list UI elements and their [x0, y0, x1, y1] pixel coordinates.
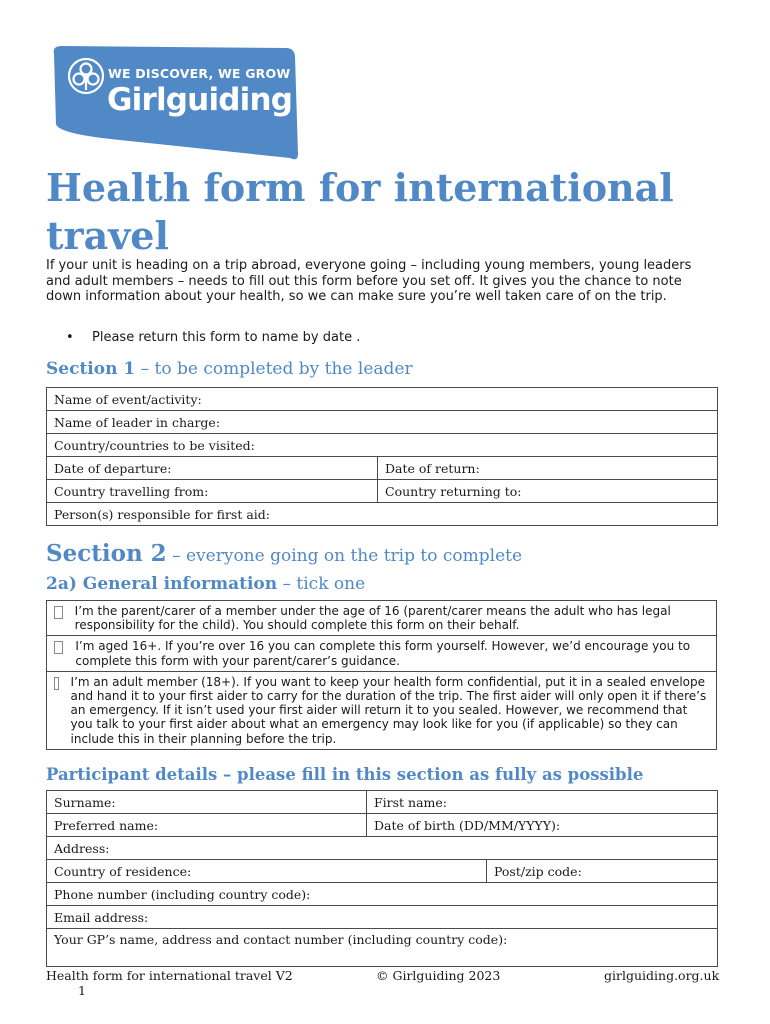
- country-from-field[interactable]: Country travelling from:: [47, 480, 378, 503]
- table-row: [47, 411, 718, 434]
- table-row: [47, 814, 718, 837]
- general-info-table: [46, 600, 717, 750]
- table-row: [47, 671, 717, 749]
- general-info-heading: [46, 574, 365, 594]
- table-row: [47, 860, 718, 883]
- postcode-field[interactable]: Post/zip code:: [487, 860, 718, 883]
- option-16-plus: [47, 636, 717, 671]
- page-number: 1: [78, 983, 86, 998]
- participant-table: [46, 790, 718, 967]
- trefoil-icon: [69, 59, 103, 93]
- return-instruction-text: Please return this form to name by date .: [92, 330, 361, 345]
- table-row: [47, 837, 718, 860]
- table-row: [47, 434, 718, 457]
- table-row: [47, 480, 718, 503]
- table-row: [47, 388, 718, 411]
- page-title: Health form for international travel: [46, 165, 674, 258]
- return-date-field[interactable]: Date of return:: [378, 457, 718, 480]
- table-row: [47, 503, 718, 526]
- logo-wordmark: Girlguiding: [107, 82, 293, 118]
- section1-title: Section 1: [46, 359, 136, 379]
- checkbox[interactable]: [54, 641, 63, 654]
- preferred-name-field[interactable]: Preferred name:: [47, 814, 367, 837]
- participant-heading: Participant details – please fill in this section as fully as possible: [46, 765, 644, 784]
- section1-subtitle: – to be completed by the leader: [135, 359, 413, 379]
- general-info-title: 2a) General information: [46, 574, 278, 594]
- leader-field[interactable]: Name of leader in charge:: [47, 411, 718, 434]
- girlguiding-logo: [50, 44, 300, 162]
- checkbox[interactable]: [54, 677, 59, 690]
- option-parent: [47, 601, 717, 636]
- option-adult: [47, 671, 717, 749]
- table-row: [47, 601, 717, 636]
- first-aid-field[interactable]: Person(s) responsible for first aid:: [47, 503, 718, 526]
- section1-table: [46, 387, 718, 526]
- section2-title: Section 2: [46, 540, 167, 567]
- section1-heading: [46, 359, 413, 379]
- surname-field[interactable]: Surname:: [47, 791, 367, 814]
- table-row: [47, 883, 718, 906]
- table-row: [47, 457, 718, 480]
- event-field[interactable]: Name of event/activity:: [47, 388, 718, 411]
- logo-tagline: WE DISCOVER, WE GROW: [108, 66, 291, 81]
- table-row: [47, 791, 718, 814]
- footer-document-name: Health form for international travel V2: [46, 968, 293, 983]
- return-instruction: [66, 330, 360, 345]
- option-parent-text: I’m the parent/carer of a member under the age of 16 (parent/carer means the adult who has legal responsibility for the child). You should complete this form on their behalf.: [74, 604, 671, 633]
- intro-paragraph: If your unit is heading on a trip abroad, everyone going – including young members, young leaders and adult members – needs to fill out this form before you set off. It gives you the chance to note down information about your health, so we can make sure you’re well taken care of on the trip.: [46, 258, 692, 304]
- email-field[interactable]: Email address:: [47, 906, 718, 929]
- departure-date-field[interactable]: Date of departure:: [47, 457, 378, 480]
- dob-field[interactable]: Date of birth (DD/MM/YYYY):: [367, 814, 718, 837]
- table-row: [47, 636, 717, 671]
- general-info-subtitle: – tick one: [277, 574, 366, 594]
- country-residence-field[interactable]: Country of residence:: [47, 860, 487, 883]
- country-returning-field[interactable]: Country returning to:: [378, 480, 718, 503]
- footer-website[interactable]: girlguiding.org.uk: [604, 968, 720, 983]
- first-name-field[interactable]: First name:: [367, 791, 718, 814]
- section2-subtitle: – everyone going on the trip to complete: [166, 546, 523, 566]
- gp-field[interactable]: Your GP’s name, address and contact number (including country code):: [47, 929, 718, 967]
- table-row: [47, 929, 718, 967]
- address-field[interactable]: Address:: [47, 837, 718, 860]
- section2-heading: [46, 540, 522, 567]
- option-16-plus-text: I’m aged 16+. If you’re over 16 you can complete this form yourself. However, we’d encourage you to complete this form with your parent/carer’s guidance.: [75, 639, 691, 668]
- bullet-icon: •: [66, 330, 74, 345]
- checkbox[interactable]: [54, 606, 63, 619]
- footer-copyright: © Girlguiding 2023: [376, 968, 501, 983]
- countries-field[interactable]: Country/countries to be visited:: [47, 434, 718, 457]
- phone-field[interactable]: Phone number (including country code):: [47, 883, 718, 906]
- option-adult-text: I’m an adult member (18+). If you want to keep your health form confidential, put it in a sealed envelope and hand it to your first aider to carry for the duration of the trip. The first aider will only open it if there’s an emergency. If it isn’t used your first aider will return it to you sealed. However, we recommend that you talk to your first aider about what an emergency may look like for you (if applicable) so they can include this in their planning before the trip.: [70, 674, 707, 746]
- table-row: [47, 906, 718, 929]
